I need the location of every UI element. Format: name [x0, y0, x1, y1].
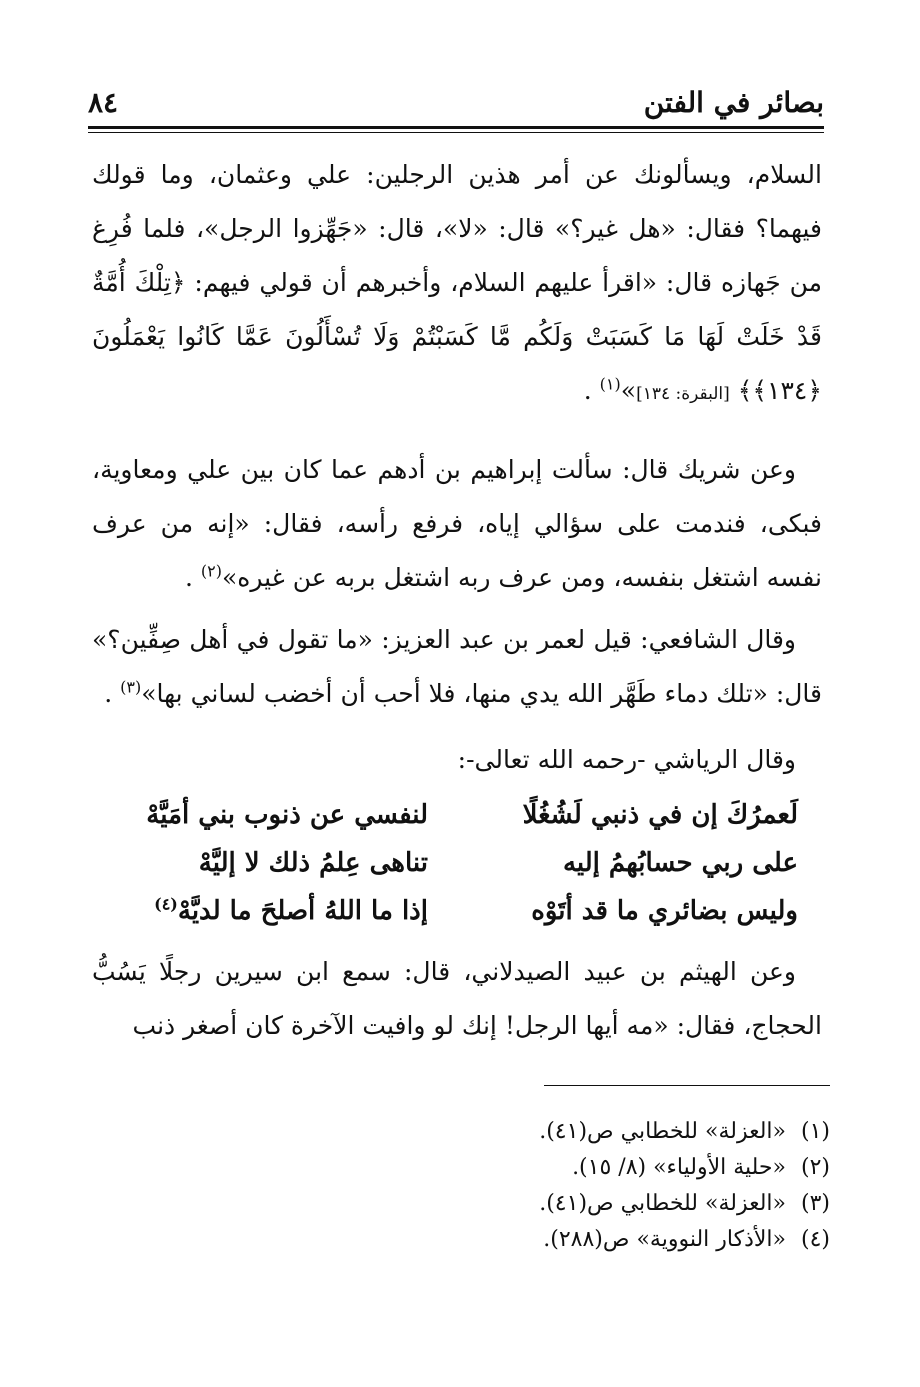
verse-first-hemistich: لَعمرُكَ إن في ذنبي لَشُغُلًا — [522, 800, 798, 830]
footnote-text: «العزلة» للخطابي ص(٤١). — [539, 1119, 786, 1144]
poem-verse — [108, 791, 798, 839]
main-text — [92, 148, 822, 1053]
footnotes — [380, 1114, 830, 1258]
verse-second-hemistich: تناهى عِلمُ ذلك لا إليَّهْ — [198, 848, 428, 878]
paragraph-5-text: وعن الهيثم بن عبيد الصيدلاني، قال: سمع ابن سيرين رجلًا يَسُبُّ الحجاج، فقال: «مه أيها الرجل! إنك لو وافيت الآخرة كان أصغر ذنب — [92, 957, 822, 1040]
footnote-text: «حلية الأولياء» (٨/ ١٥). — [572, 1155, 786, 1180]
footnote-text: «الأذكار النووية» ص(٢٨٨). — [543, 1227, 786, 1252]
footnote-number: (١) — [800, 1119, 830, 1144]
running-header — [88, 86, 824, 126]
poem-verse — [108, 887, 798, 935]
header-rule-thin — [88, 132, 824, 133]
quran-reference: [البقرة: ١٣٤] — [636, 384, 730, 404]
paragraph-5 — [92, 945, 822, 1053]
footnote-marker-2: (٢) — [200, 561, 222, 581]
paragraph-2-text: وعن شريك قال: سألت إبراهيم بن أدهم عما كان بين علي ومعاوية، فبكى، فندمت على سؤالي إياه، فرفع رأسه، فقال: «إنه من عرف نفسه اشتغل بنفسه، ومن عرف ربه اشتغل بربه عن غيره» — [92, 455, 822, 592]
verse-second-hemistich — [108, 887, 428, 935]
footnote-item — [380, 1222, 830, 1258]
footnote-text: «العزلة» للخطابي ص(٤١). — [539, 1191, 786, 1216]
footnote-item — [380, 1150, 830, 1186]
verse-second-hemistich-text: إذا ما اللهُ أصلحَ ما لديَّهْ — [177, 896, 428, 926]
paragraph-4 — [92, 733, 822, 787]
closing-quote: » — [620, 376, 637, 405]
paragraph-1-text: السلام، ويسألونك عن أمر هذين الرجلين: علي وعثمان، وما قولك فيهما؟ فقال: «هل غير؟» قال: «لا»، قال: «جَهِّزوا الرجل»، فلما فُرِغ من جَهازه قال: «اقرأ عليهم السلام، وأخبرهم أن قولي فيهم: ﴿تِلْكَ أُمَّةٌ قَدْ خَلَتْ لَهَا مَا كَسَبَتْ وَلَكُم مَّا كَسَبْتُمْ وَلَا تُسْأَلُونَ عَمَّا كَانُوا يَعْمَلُونَ ﴿١٣٤﴾﴾ — [92, 160, 822, 405]
paragraph-2: وعن شريك قال: سألت إبراهيم بن أدهم عما كان بين علي ومعاوية، فبكى، فندمت على سؤالي إياه، فرفع رأسه، فقال: «إنه من عرف نفسه اشتغل بنفسه، ومن عرف ربه اشتغل بربه عن غيره»$^{(٢)}$ . — [92, 455, 822, 592]
footnote-separator — [544, 1085, 830, 1086]
footnote-marker-3: (٣) — [120, 677, 142, 697]
paragraph-3: وقال الشافعي: قيل لعمر بن عبد العزيز: «ما تقول في أهل صِفِّين؟» قال: «تلك دماء طَهَّر الله يدي منها، فلا أحب أن أخضب لساني بها»$^{(٣)}$ . — [92, 625, 822, 708]
page-number: ٨٤ — [88, 86, 119, 119]
paragraph-3-text: وقال الشافعي: قيل لعمر بن عبد العزيز: «ما تقول في أهل صِفِّين؟» قال: «تلك دماء طَهَّر الله يدي منها، فلا أحب أن أخضب لساني بها» — [92, 625, 822, 708]
footnote-marker-1: (١) — [599, 374, 621, 394]
footnote-number: (٤) — [800, 1227, 830, 1252]
book-title: بصائر في الفتن — [643, 86, 824, 119]
footnote-number: (٢) — [800, 1155, 830, 1180]
verse-first-hemistich: على ربي حسابُهمُ إليه — [562, 848, 798, 878]
footnote-number: (٣) — [800, 1191, 830, 1216]
poem-verse — [108, 839, 798, 887]
footnote-item — [380, 1186, 830, 1222]
header-rule-thick — [88, 126, 824, 129]
footnote-item — [380, 1114, 830, 1150]
poem — [108, 791, 798, 935]
verse-first-hemistich: وليس بضائري ما قد أتَوْه — [531, 896, 798, 926]
footnote-marker-4: (٤) — [154, 894, 178, 914]
verse-second-hemistich: لنفسي عن ذنوب بني أمَيَّهْ — [146, 800, 428, 830]
paragraph-1: السلام، ويسألونك عن أمر هذين الرجلين: علي وعثمان، وما قولك فيهما؟ فقال: «هل غير؟» قال: «لا»، قال: «جَهِّزوا الرجل»، فلما فُرِغ من جَهازه قال: «اقرأ عليهم السلام، وأخبرهم أن قولي فيهم: ﴿تِلْكَ أُمَّةٌ قَدْ خَلَتْ لَهَا مَا كَسَبَتْ وَلَكُم مَّا كَسَبْتُمْ وَلَا تُسْأَلُونَ عَمَّا كَانُوا يَعْمَلُونَ ﴿١٣٤﴾﴾ [البقرة: ١٣٤]»$^{(١)}$ . — [92, 160, 822, 405]
paragraph-4-text: وقال الرياشي -رحمه الله تعالى-: — [457, 745, 796, 774]
